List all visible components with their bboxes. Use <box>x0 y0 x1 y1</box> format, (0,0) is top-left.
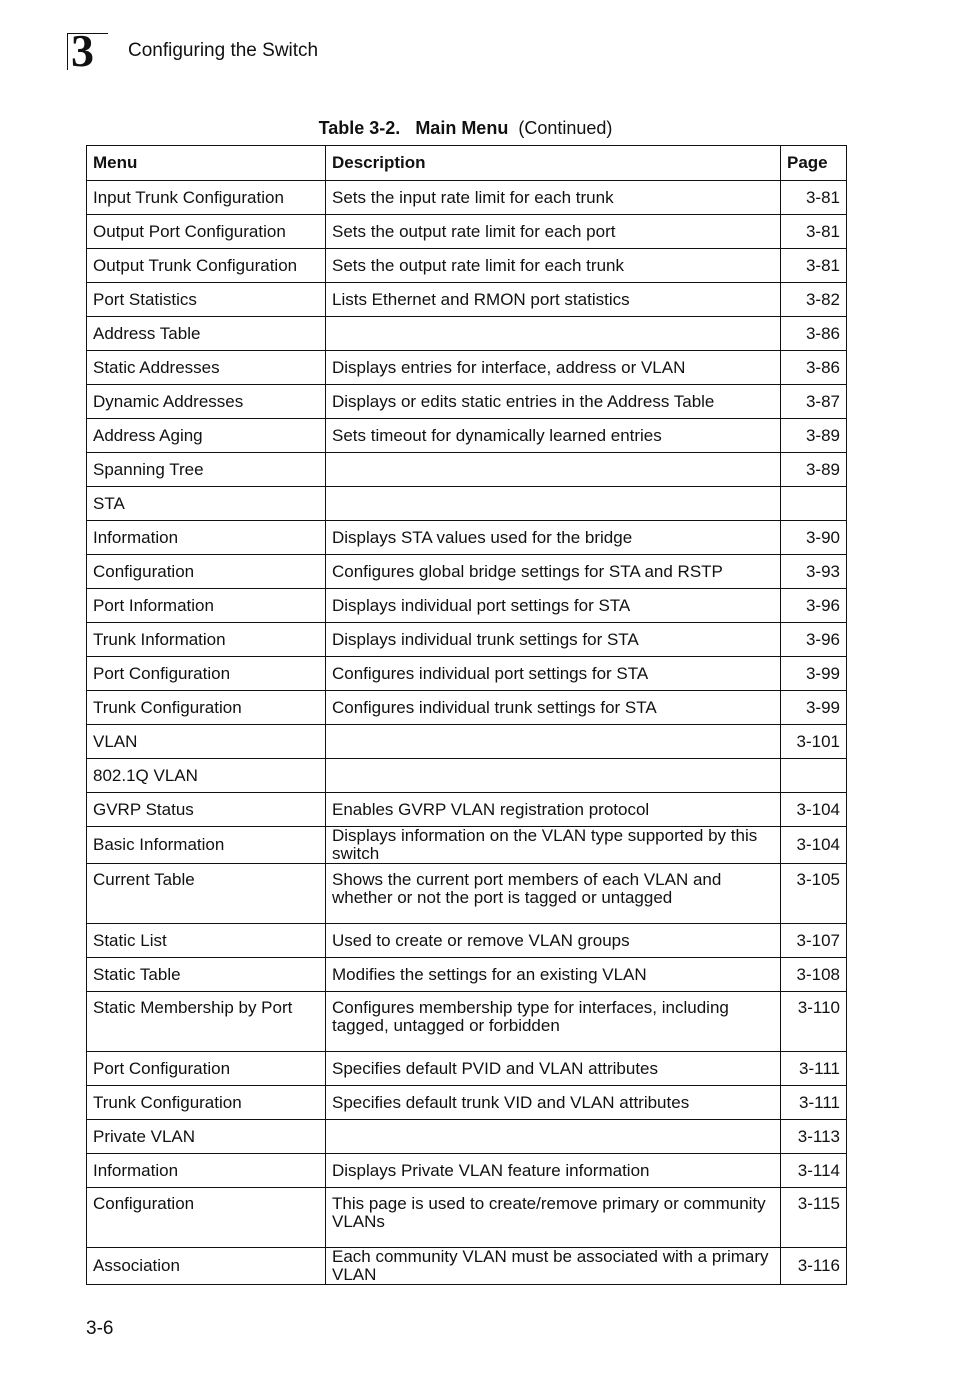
page-cell <box>781 759 847 793</box>
description-cell <box>326 487 781 521</box>
table-row <box>87 215 847 249</box>
page-cell: 3-86 <box>781 317 847 351</box>
menu-cell: Port Statistics <box>87 283 326 317</box>
page-cell: 3-114 <box>781 1154 847 1188</box>
menu-cell: Current Table <box>87 864 326 924</box>
description-cell: Lists Ethernet and RMON port statistics <box>326 283 781 317</box>
description-cell <box>326 1120 781 1154</box>
table-row <box>87 249 847 283</box>
table-row <box>87 351 847 385</box>
menu-cell: STA <box>87 487 326 521</box>
menu-cell: Information <box>87 521 326 555</box>
page-cell: 3-89 <box>781 453 847 487</box>
description-cell: Configures individual port settings for STA <box>326 657 781 691</box>
table-row <box>87 487 847 521</box>
page-cell: 3-115 <box>781 1188 847 1248</box>
menu-cell: Association <box>87 1248 326 1285</box>
table-row <box>87 1052 847 1086</box>
table-row <box>87 521 847 555</box>
menu-cell: Static List <box>87 924 326 958</box>
table-row <box>87 1120 847 1154</box>
page-cell: 3-99 <box>781 657 847 691</box>
table-row <box>87 1248 847 1285</box>
menu-cell: Port Configuration <box>87 1052 326 1086</box>
table-caption-name: Main Menu <box>415 118 509 138</box>
description-cell: Sets timeout for dynamically learned entries <box>326 419 781 453</box>
description-cell: Displays information on the VLAN type supported by this switch <box>326 827 781 864</box>
menu-cell: Trunk Configuration <box>87 691 326 725</box>
table-caption <box>86 116 845 140</box>
table-row <box>87 453 847 487</box>
menu-cell: Output Trunk Configuration <box>87 249 326 283</box>
menu-cell: Configuration <box>87 555 326 589</box>
page-cell: 3-87 <box>781 385 847 419</box>
menu-cell: Address Table <box>87 317 326 351</box>
table-row <box>87 623 847 657</box>
page-cell <box>781 487 847 521</box>
page-cell: 3-101 <box>781 725 847 759</box>
description-cell: Sets the output rate limit for each trunk <box>326 249 781 283</box>
menu-cell: Static Membership by Port <box>87 992 326 1052</box>
description-cell: Displays Private VLAN feature information <box>326 1154 781 1188</box>
menu-cell: Trunk Configuration <box>87 1086 326 1120</box>
page-cell: 3-105 <box>781 864 847 924</box>
description-cell: This page is used to create/remove primary or community VLANs <box>326 1188 781 1248</box>
menu-cell: Information <box>87 1154 326 1188</box>
page-cell: 3-96 <box>781 623 847 657</box>
page-cell: 3-108 <box>781 958 847 992</box>
table-row <box>87 691 847 725</box>
page-cell: 3-89 <box>781 419 847 453</box>
description-cell <box>326 759 781 793</box>
description-cell <box>326 453 781 487</box>
description-cell: Modifies the settings for an existing VLAN <box>326 958 781 992</box>
page-cell: 3-107 <box>781 924 847 958</box>
table-row <box>87 385 847 419</box>
menu-cell: Dynamic Addresses <box>87 385 326 419</box>
menu-cell: 802.1Q VLAN <box>87 759 326 793</box>
page-cell: 3-90 <box>781 521 847 555</box>
page-cell: 3-104 <box>781 827 847 864</box>
table-row <box>87 864 847 924</box>
description-cell: Displays or edits static entries in the Address Table <box>326 385 781 419</box>
page-cell: 3-116 <box>781 1248 847 1285</box>
page-cell: 3-111 <box>781 1086 847 1120</box>
description-cell <box>326 725 781 759</box>
description-cell: Configures individual trunk settings for STA <box>326 691 781 725</box>
description-cell: Configures global bridge settings for STA and RSTP <box>326 555 781 589</box>
page-cell: 3-99 <box>781 691 847 725</box>
table-row <box>87 181 847 215</box>
menu-cell: VLAN <box>87 725 326 759</box>
table-caption-suffix: (Continued) <box>518 118 613 138</box>
chapter-number-box <box>67 25 108 76</box>
table-row <box>87 1086 847 1120</box>
table-row <box>87 759 847 793</box>
menu-cell: Port Configuration <box>87 657 326 691</box>
description-cell: Displays entries for interface, address or VLAN <box>326 351 781 385</box>
menu-cell: Static Addresses <box>87 351 326 385</box>
chapter-title: Configuring the Switch <box>128 40 319 61</box>
description-cell: Displays STA values used for the bridge <box>326 521 781 555</box>
table-row <box>87 992 847 1052</box>
page-cell: 3-81 <box>781 181 847 215</box>
column-header-description: Description <box>326 146 781 181</box>
table-row <box>87 555 847 589</box>
table-row <box>87 924 847 958</box>
table-header-row <box>87 146 847 181</box>
description-cell: Sets the input rate limit for each trunk <box>326 181 781 215</box>
page-cell: 3-93 <box>781 555 847 589</box>
description-cell: Specifies default PVID and VLAN attributes <box>326 1052 781 1086</box>
description-cell <box>326 317 781 351</box>
description-cell: Displays individual port settings for STA <box>326 589 781 623</box>
page-cell: 3-81 <box>781 215 847 249</box>
description-cell: Displays individual trunk settings for STA <box>326 623 781 657</box>
page-cell: 3-82 <box>781 283 847 317</box>
table-row <box>87 589 847 623</box>
menu-cell: Port Information <box>87 589 326 623</box>
page-cell: 3-113 <box>781 1120 847 1154</box>
table-row <box>87 725 847 759</box>
table-row <box>87 1188 847 1248</box>
table-caption-label: Table 3-2. <box>318 118 401 138</box>
column-header-menu: Menu <box>87 146 326 181</box>
table-body <box>87 181 847 1285</box>
table-row <box>87 958 847 992</box>
page-cell: 3-96 <box>781 589 847 623</box>
page-number: 3-6 <box>86 1318 114 1339</box>
table-row <box>87 1154 847 1188</box>
menu-cell: Private VLAN <box>87 1120 326 1154</box>
table-row <box>87 827 847 864</box>
menu-cell: Spanning Tree <box>87 453 326 487</box>
menu-cell: Static Table <box>87 958 326 992</box>
table-row <box>87 283 847 317</box>
description-cell: Shows the current port members of each VLAN and whether or not the port is tagged or untagged <box>326 864 781 924</box>
description-cell: Each community VLAN must be associated with a primary VLAN <box>326 1248 781 1285</box>
page-cell: 3-111 <box>781 1052 847 1086</box>
menu-cell: Basic Information <box>87 827 326 864</box>
page-cell: 3-81 <box>781 249 847 283</box>
page-cell: 3-104 <box>781 793 847 827</box>
column-header-page: Page <box>781 146 847 181</box>
main-menu-table <box>86 145 847 1285</box>
menu-cell: GVRP Status <box>87 793 326 827</box>
page-cell: 3-110 <box>781 992 847 1052</box>
table-row <box>87 419 847 453</box>
menu-cell: Input Trunk Configuration <box>87 181 326 215</box>
description-cell: Used to create or remove VLAN groups <box>326 924 781 958</box>
table-row <box>87 657 847 691</box>
menu-cell: Address Aging <box>87 419 326 453</box>
menu-cell: Output Port Configuration <box>87 215 326 249</box>
chapter-number: 3 <box>71 25 94 76</box>
page-cell: 3-86 <box>781 351 847 385</box>
description-cell: Specifies default trunk VID and VLAN attributes <box>326 1086 781 1120</box>
description-cell: Sets the output rate limit for each port <box>326 215 781 249</box>
description-cell: Configures membership type for interfaces, including tagged, untagged or forbidden <box>326 992 781 1052</box>
menu-cell: Configuration <box>87 1188 326 1248</box>
description-cell: Enables GVRP VLAN registration protocol <box>326 793 781 827</box>
menu-cell: Trunk Information <box>87 623 326 657</box>
table-row <box>87 317 847 351</box>
table-row <box>87 793 847 827</box>
